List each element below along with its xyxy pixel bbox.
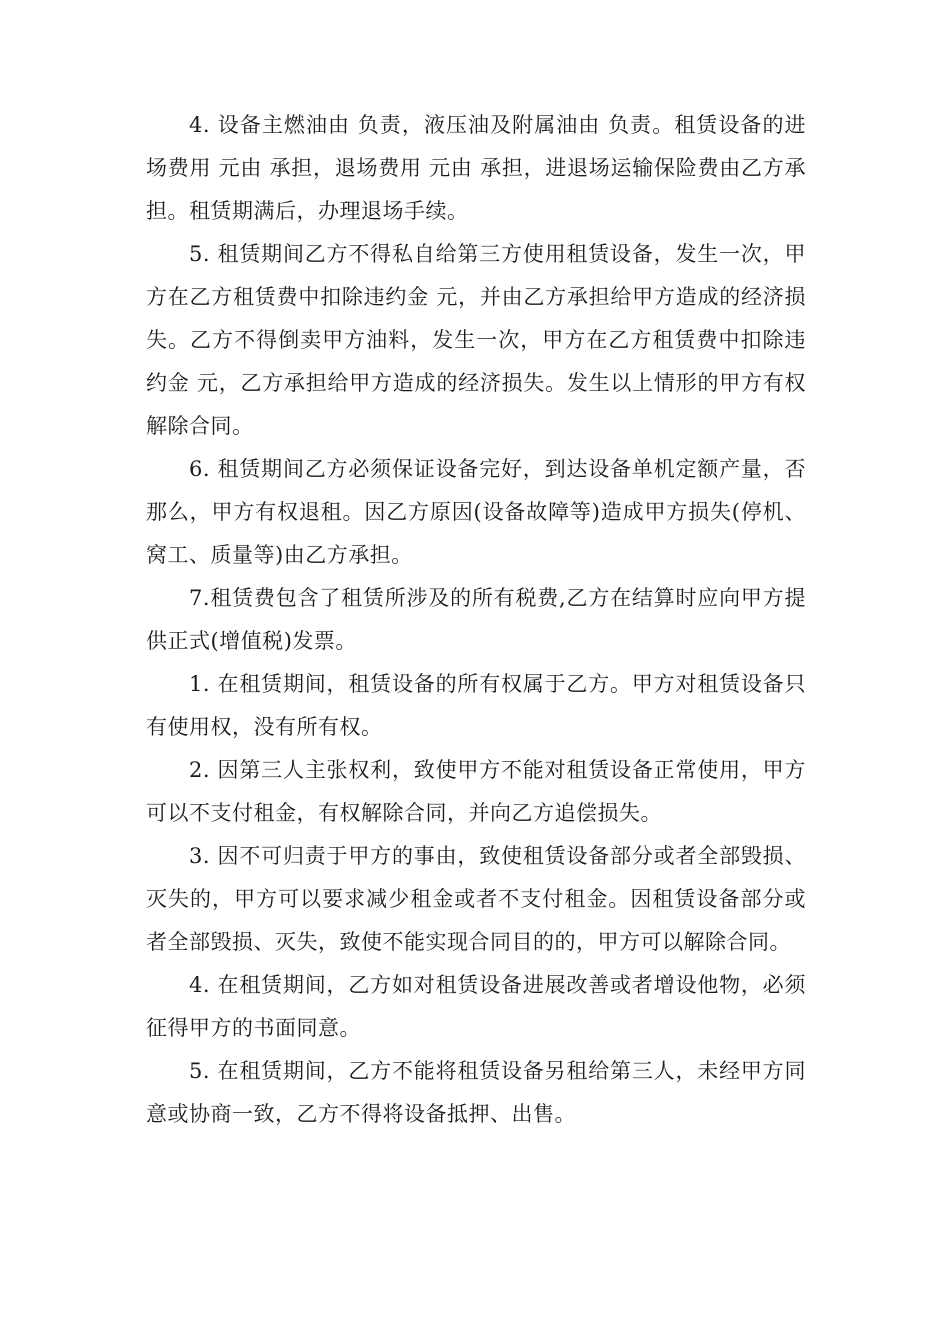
clause-paragraph: 4. 设备主燃油由 负责，液压油及附属油由 负责。租赁设备的进场费用 元由 承担，退场费用 元由 承担，进退场运输保险费由乙方承担。租赁期满后，办理退场手续。	[146, 113, 806, 223]
clause-paragraph: 4. 在租赁期间，乙方如对租赁设备进展改善或者增设他物，必须征得甲方的书面同意。	[146, 973, 806, 1040]
clause-paragraph: 3. 因不可归责于甲方的事由，致使租赁设备部分或者全部毁损、灭失的，甲方可以要求减少租金或者不支付租金。因租赁设备部分或者全部毁损、灭失，致使不能实现合同目的的，甲方可以解除合同。	[146, 844, 806, 954]
clause-paragraph: 7.租赁费包含了租赁所涉及的所有税费,乙方在结算时应向甲方提供正式(增值税)发票。	[146, 586, 806, 653]
clause-paragraph: 5. 在租赁期间，乙方不能将租赁设备另租给第三人，未经甲方同意或协商一致，乙方不得将设备抵押、出售。	[146, 1059, 806, 1126]
clause-paragraph: 6. 租赁期间乙方必须保证设备完好，到达设备单机定额产量，否那么，甲方有权退租。因乙方原因(设备故障等)造成甲方损失(停机、窝工、质量等)由乙方承担。	[146, 457, 806, 567]
document-body	[146, 104, 806, 1136]
clause-paragraph: 2. 因第三人主张权利，致使甲方不能对租赁设备正常使用，甲方可以不支付租金，有权解除合同，并向乙方追偿损失。	[146, 758, 806, 825]
clause-paragraph: 5. 租赁期间乙方不得私自给第三方使用租赁设备，发生一次，甲方在乙方租赁费中扣除违约金 元，并由乙方承担给甲方造成的经济损失。乙方不得倒卖甲方油料，发生一次，甲方在乙方租赁费中扣除违约金 元，乙方承担给甲方造成的经济损失。发生以上情形的甲方有权解除合同。	[146, 242, 806, 438]
clause-paragraph: 1. 在租赁期间，租赁设备的所有权属于乙方。甲方对租赁设备只有使用权，没有所有权。	[146, 672, 806, 739]
